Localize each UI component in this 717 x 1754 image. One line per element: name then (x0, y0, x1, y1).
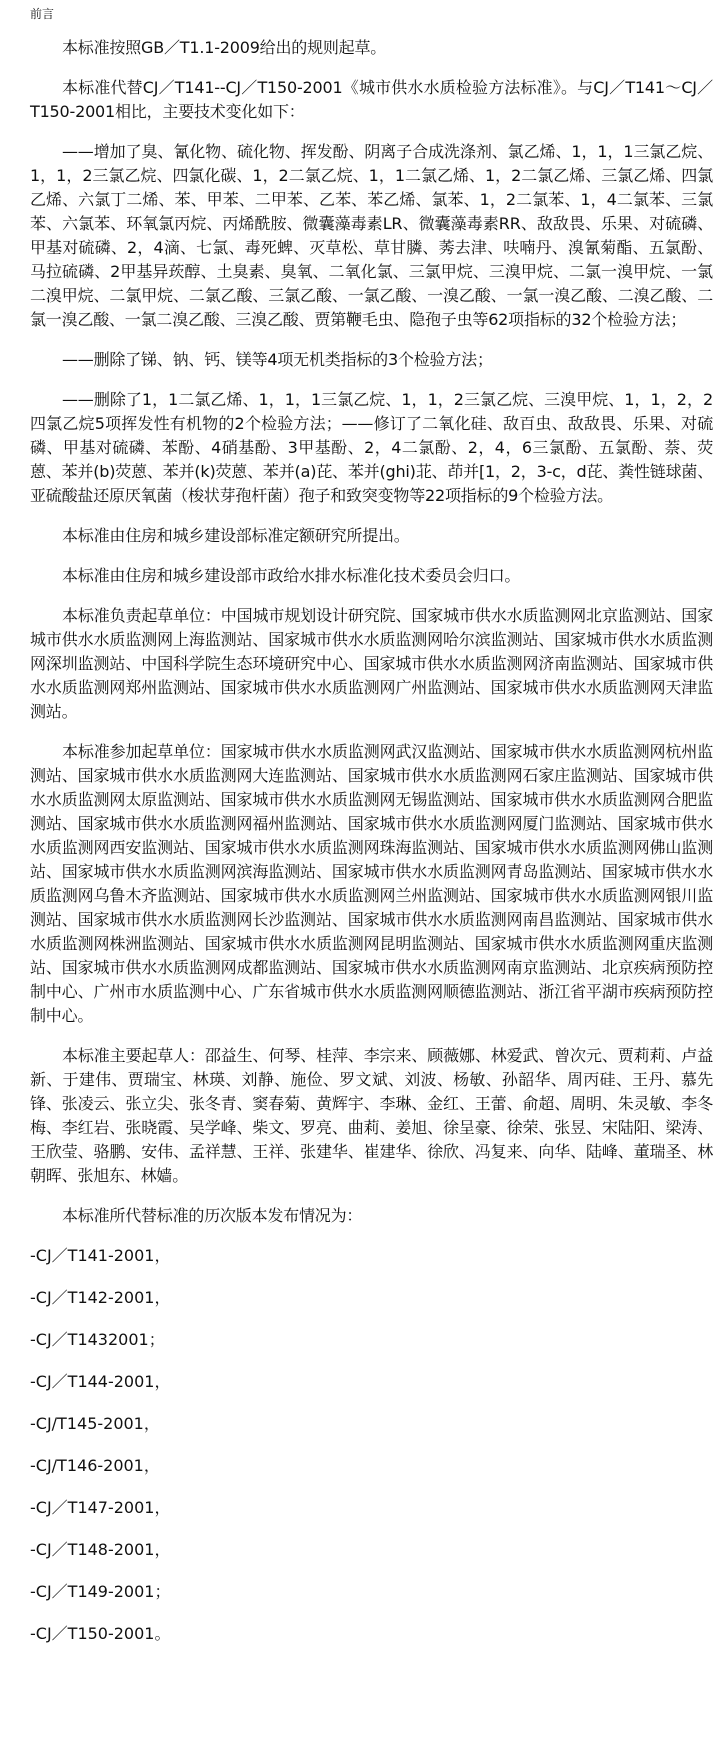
paragraph-lead-drafting-units: 本标准负责起草单位：中国城市规划设计研究院、国家城市供水水质监测网北京监测站、国家城市供水水质监测网上海监测站、国家城市供水水质监测网哈尔滨监测站、国家城市供水水质监测网深圳监测站、中国科学院生态环境研究中心、国家城市供水水质监测网济南监测站、国家城市供水水质监测网郑州监测站、国家城市供水水质监测网广州监测站、国家城市供水水质监测网天津监测站。 (30, 606, 713, 721)
list-item: -CJ／T144-2001， (30, 1372, 171, 1391)
list-item: -CJ/T145-2001， (30, 1414, 160, 1433)
list-item: -CJ／T150-2001。 (30, 1624, 171, 1643)
paragraph-version-history-intro: 本标准所代替标准的历次版本发布情况为： (62, 1206, 363, 1225)
paragraph-deleted-and-revised: ——删除了1，1二氯乙烯、1，1，1三氯乙烷、1，1，2三氯乙烷、三溴甲烷、1，1，2，2四氯乙烷5项挥发性有机物的2个检验方法；——修订了二氧化硅、敌百虫、敌敌畏、乐果、对硫磷、甲基对硫磷、苯酚、4硝基酚、3甲基酚、2，4二氯酚、2，4，6三氯酚、五氯酚、萘、荧蒽、苯并(b)荧蒽、苯并(k)荧蒽、苯并(a)芘、苯并(ghi)苝、茚并[1，2，3-c，d芘、粪性链球菌、亚硫酸盐还原厌氧菌（梭状芽孢杆菌）孢子和致突变物等22项指标的9个检验方法。 (30, 390, 713, 505)
list-item: -CJ／T141-2001， (30, 1246, 171, 1265)
list-item: -CJ／T149-2001； (30, 1582, 171, 1601)
paragraph-under-jurisdiction: 本标准由住房和城乡建设部市政给水排水标准化技术委员会归口。 (62, 566, 521, 585)
paragraph-main-drafters: 本标准主要起草人：邵益生、何琴、桂萍、李宗来、顾薇娜、林爱武、曾次元、贾莉莉、卢益新、于建伟、贾瑞宝、林瑛、刘静、施俭、罗文斌、刘波、杨敏、孙韶华、周丙硅、王丹、慕先锋、张凌云、张立尖、张冬青、窦春菊、黄辉宇、李琳、金红、王蕾、俞超、周明、朱灵敏、李冬梅、李红岩、张晓霞、吴学峰、柴文、罗亮、曲莉、姜旭、徐呈豪、徐荣、张昱、宋陆阳、梁涛、王欣莹、骆鹏、安伟、孟祥慧、王祥、张建华、崔建华、徐欣、冯复来、向华、陆峰、董瑞圣、林朝晖、张旭东、林嫱。 (30, 1046, 713, 1185)
document-heading: 前言 (30, 7, 55, 21)
version-history-list (30, 1244, 713, 1646)
paragraph-participating-units: 本标准参加起草单位：国家城市供水水质监测网武汉监测站、国家城市供水水质监测网杭州监测站、国家城市供水水质监测网大连监测站、国家城市供水水质监测网石家庄监测站、国家城市供水水质监测网太原监测站、国家城市供水水质监测网无锡监测站、国家城市供水水质监测网合肥监测站、国家城市供水水质监测网福州监测站、国家城市供水水质监测网厦门监测站、国家城市供水水质监测网西安监测站、国家城市供水水质监测网珠海监测站、国家城市供水水质监测网佛山监测站、国家城市供水水质监测网滨海监测站、国家城市供水水质监测网青岛监测站、国家城市供水水质监测网乌鲁木齐监测站、国家城市供水水质监测网兰州监测站、国家城市供水水质监测网银川监测站、国家城市供水水质监测网长沙监测站、国家城市供水水质监测网南昌监测站、国家城市供水水质监测网株洲监测站、国家城市供水水质监测网昆明监测站、国家城市供水水质监测网重庆监测站、国家城市供水水质监测网成都监测站、国家城市供水水质监测网南京监测站、北京疾病预防控制中心、广州市水质监测中心、广东省城市供水水质监测网顺德监测站、浙江省平湖市疾病预防控制中心。 (30, 742, 713, 1025)
list-item: -CJ／T148-2001， (30, 1540, 171, 1559)
list-item: -CJ／T142-2001， (30, 1288, 171, 1307)
list-item: -CJ/T146-2001， (30, 1456, 160, 1475)
paragraph-drafting-rules: 本标准按照GB／T1.1-2009给出的规则起草。 (62, 38, 387, 57)
paragraph-proposed-by: 本标准由住房和城乡建设部标准定额研究所提出。 (62, 526, 410, 545)
list-item: -CJ／T1432001； (30, 1330, 165, 1349)
paragraph-replaces-standard: 本标准代替CJ／T141--CJ／T150-2001《城市供水水质检验方法标准》。与CJ／T141～CJ／T150-2001相比，主要技术变化如下： (30, 78, 713, 121)
list-item: -CJ／T147-2001， (30, 1498, 171, 1517)
paragraph-deleted-inorganic: ——删除了锑、钠、钙、镁等4项无机类指标的3个检验方法； (62, 350, 493, 369)
paragraph-added-methods: ——增加了臭、氰化物、硫化物、挥发酚、阴离子合成洗涤剂、氯乙烯、1，1，1三氯乙烷、1，1，2三氯乙烷、四氯化碳、1，2二氯乙烷、1，1二氯乙烯、1，2二氯乙烯、三氯乙烯、四氯乙烯、六氯丁二烯、苯、甲苯、二甲苯、乙苯、苯乙烯、氯苯、1，2二氯苯、1，4二氯苯、三氯苯、六氯苯、环氧氯丙烷、丙烯酰胺、微囊藻毒素LR、微囊藻毒素RR、敌敌畏、乐果、对硫磷、甲基对硫磷、2，4滴、七氯、毒死蜱、灭草松、草甘膦、莠去津、呋喃丹、溴氰菊酯、五氯酚、马拉硫磷、2甲基异莰醇、土臭素、臭氧、二氧化氯、三氯甲烷、三溴甲烷、二氯一溴甲烷、一氯二溴甲烷、二氯甲烷、二氯乙酸、三氯乙酸、一氯乙酸、一溴乙酸、一氯一溴乙酸、二溴乙酸、二氯一溴乙酸、一氯二溴乙酸、三溴乙酸、贾第鞭毛虫、隐孢子虫等62项指标的32个检验方法； (30, 142, 713, 329)
